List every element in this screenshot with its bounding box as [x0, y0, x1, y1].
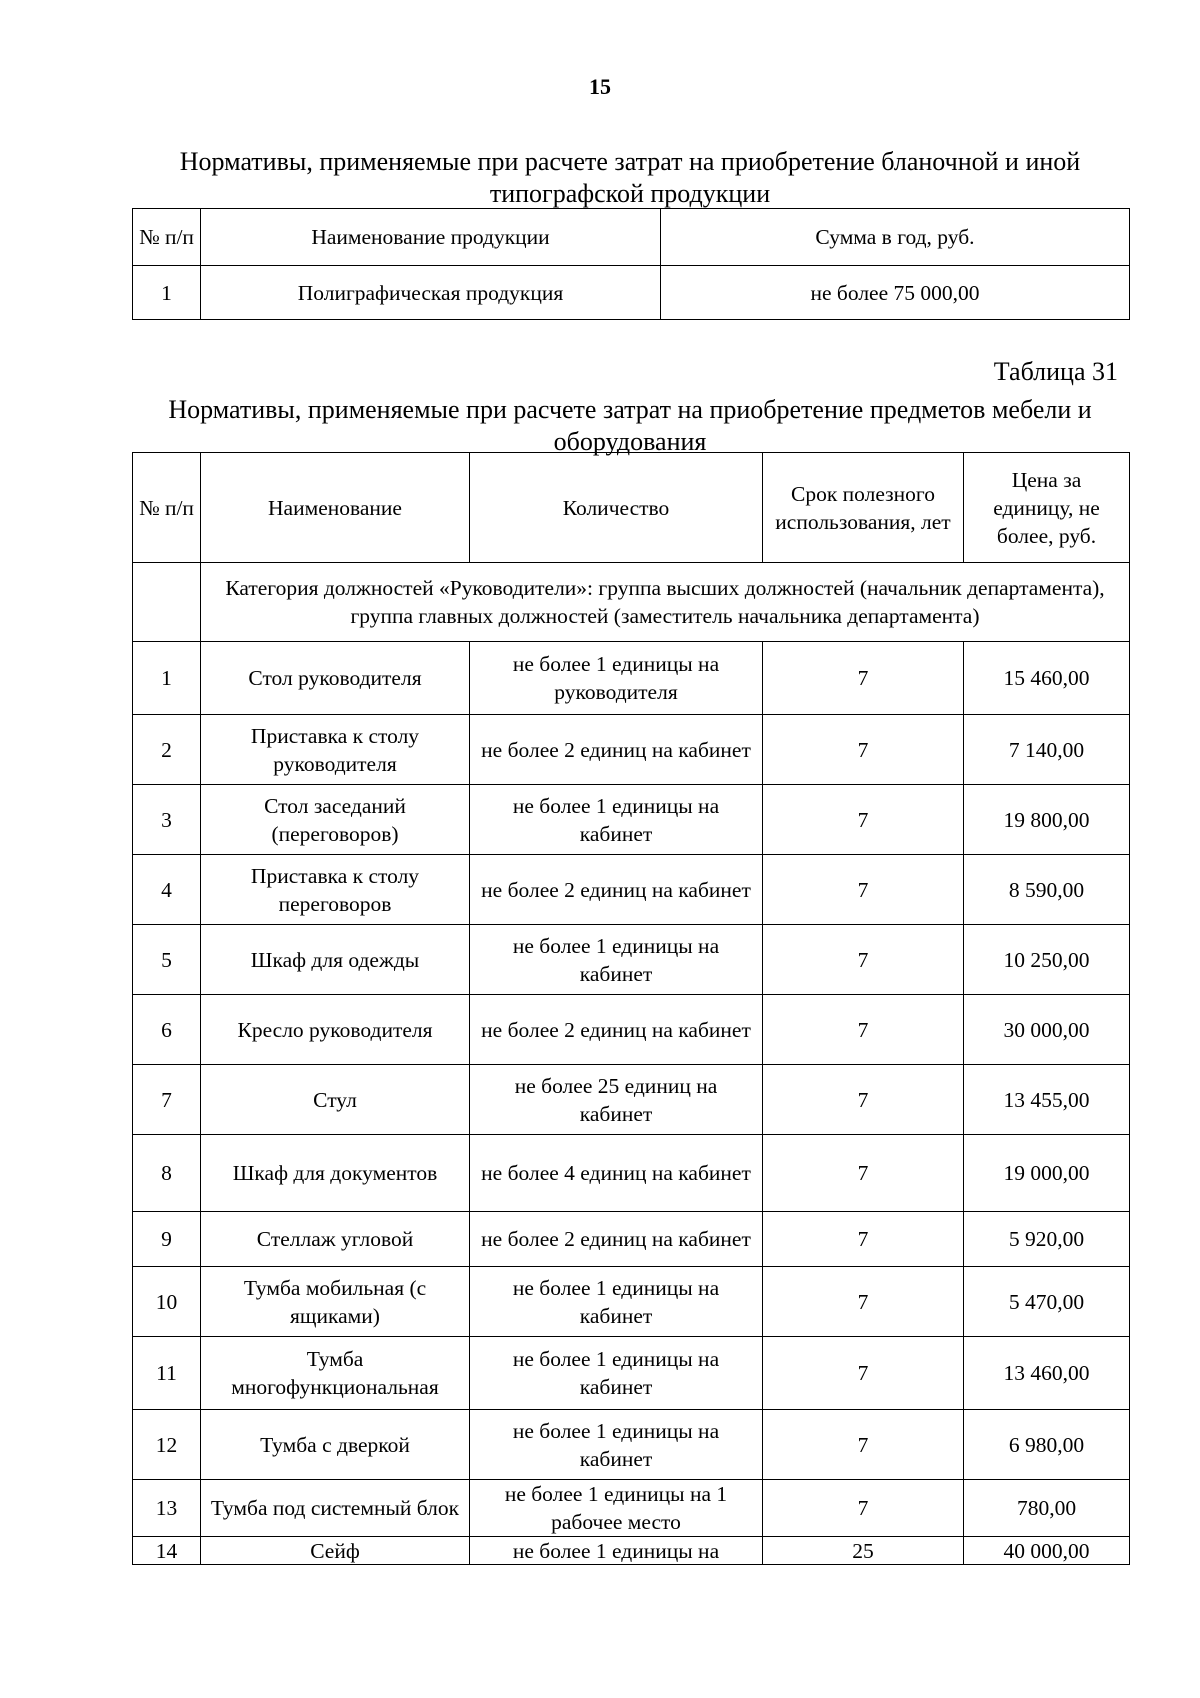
cell-name: Стеллаж угловой	[201, 1212, 470, 1267]
table-row	[133, 1267, 1130, 1337]
cell-unit-price: 15 460,00	[964, 642, 1130, 715]
cell-num: 1	[133, 642, 201, 715]
cell-num: 12	[133, 1410, 201, 1480]
cell-num: 6	[133, 995, 201, 1065]
cell-quantity: не более 1 единицы на	[470, 1537, 763, 1565]
cell-name: Тумба мобильная (с ящиками)	[201, 1267, 470, 1337]
cell-num: 9	[133, 1212, 201, 1267]
table-number-label: Таблица 31	[993, 357, 1118, 386]
cell-name: Кресло руководителя	[201, 995, 470, 1065]
cell-quantity: не более 1 единицы на кабинет	[470, 1410, 763, 1480]
table-row	[133, 1212, 1130, 1267]
cell-quantity: не более 2 единиц на кабинет	[470, 995, 763, 1065]
table-row	[133, 1480, 1130, 1537]
cell-useful-life: 7	[763, 1135, 964, 1212]
cell-name: Приставка к столу переговоров	[201, 855, 470, 925]
cell-useful-life: 7	[763, 1410, 964, 1480]
cell-unit-price: 13 460,00	[964, 1337, 1130, 1410]
table2-title: Нормативы, применяемые при расчете затрат на приобретение предметов мебели и оборудования	[168, 395, 1092, 456]
cell-useful-life: 7	[763, 1212, 964, 1267]
cell-quantity: не более 1 единицы на кабинет	[470, 785, 763, 855]
cell-quantity: не более 4 единиц на кабинет	[470, 1135, 763, 1212]
cell-useful-life: 7	[763, 1267, 964, 1337]
header-num: № п/п	[133, 209, 201, 266]
cell-name: Приставка к столу руководителя	[201, 715, 470, 785]
cell-annual-sum: не более 75 000,00	[661, 266, 1130, 320]
table-row	[133, 785, 1130, 855]
header-unit-price: Цена за единицу, не более, руб.	[964, 453, 1130, 563]
cell-num: 8	[133, 1135, 201, 1212]
cell-product-name: Полиграфическая продукция	[201, 266, 661, 320]
cell-unit-price: 7 140,00	[964, 715, 1130, 785]
cell-num: 1	[133, 266, 201, 320]
cell-name: Шкаф для одежды	[201, 925, 470, 995]
cell-useful-life: 7	[763, 925, 964, 995]
table-row	[133, 715, 1130, 785]
cell-unit-price: 19 000,00	[964, 1135, 1130, 1212]
cell-num: 3	[133, 785, 201, 855]
cell-name: Шкаф для документов	[201, 1135, 470, 1212]
cell-useful-life: 7	[763, 785, 964, 855]
cell-unit-price: 40 000,00	[964, 1537, 1130, 1565]
cell-quantity: не более 2 единиц на кабинет	[470, 1212, 763, 1267]
cell-num: 11	[133, 1337, 201, 1410]
cell-quantity: не более 1 единицы на 1 рабочее место	[470, 1480, 763, 1537]
cell-useful-life: 7	[763, 715, 964, 785]
cell-unit-price: 5 470,00	[964, 1267, 1130, 1337]
cell-name: Стол руководителя	[201, 642, 470, 715]
table-row	[133, 1537, 1130, 1565]
cell-quantity: не более 1 единицы на руководителя	[470, 642, 763, 715]
cell-useful-life: 7	[763, 1065, 964, 1135]
cell-unit-price: 13 455,00	[964, 1065, 1130, 1135]
cell-useful-life: 7	[763, 1337, 964, 1410]
cell-name: Стул	[201, 1065, 470, 1135]
page-number: 15	[589, 74, 611, 99]
cell-unit-price: 780,00	[964, 1480, 1130, 1537]
header-num: № п/п	[133, 453, 201, 563]
cell-name: Стол заседаний (переговоров)	[201, 785, 470, 855]
header-useful-life: Срок полезного использования, лет	[763, 453, 964, 563]
header-annual-sum: Сумма в год, руб.	[661, 209, 1130, 266]
cell-unit-price: 5 920,00	[964, 1212, 1130, 1267]
table1-title: Нормативы, применяемые при расчете затрат на приобретение бланочной и иной типографской продукции	[179, 147, 1081, 208]
cell-quantity: не более 25 единиц на кабинет	[470, 1065, 763, 1135]
table-row	[133, 995, 1130, 1065]
cell-num: 7	[133, 1065, 201, 1135]
cell-unit-price: 30 000,00	[964, 995, 1130, 1065]
table-row	[133, 925, 1130, 995]
table-row	[133, 1337, 1130, 1410]
cell-useful-life: 25	[763, 1537, 964, 1565]
table-row	[133, 855, 1130, 925]
cell-unit-price: 10 250,00	[964, 925, 1130, 995]
furniture-table	[132, 452, 1130, 1565]
furniture-table-body	[133, 642, 1130, 1565]
cell-quantity: не более 1 единицы на кабинет	[470, 1267, 763, 1337]
cell-num: 13	[133, 1480, 201, 1537]
cell-num: 14	[133, 1537, 201, 1565]
printing-products-table	[132, 208, 1130, 320]
cell-num: 5	[133, 925, 201, 995]
cell-name: Тумба с дверкой	[201, 1410, 470, 1480]
table-row	[133, 1135, 1130, 1212]
table-row	[133, 642, 1130, 715]
cell-quantity: не более 1 единицы на кабинет	[470, 1337, 763, 1410]
table-row	[133, 266, 1130, 320]
table-header-row	[133, 209, 1130, 266]
cell-unit-price: 6 980,00	[964, 1410, 1130, 1480]
cell-quantity: не более 2 единиц на кабинет	[470, 715, 763, 785]
table-row	[133, 1065, 1130, 1135]
cell-useful-life: 7	[763, 1480, 964, 1537]
cell-useful-life: 7	[763, 995, 964, 1065]
cell-unit-price: 8 590,00	[964, 855, 1130, 925]
cell-num: 10	[133, 1267, 201, 1337]
table-header-row	[133, 453, 1130, 563]
cell-name: Сейф	[201, 1537, 470, 1565]
header-quantity: Количество	[470, 453, 763, 563]
cell-name: Тумба многофункциональная	[201, 1337, 470, 1410]
cell-useful-life: 7	[763, 642, 964, 715]
cell-quantity: не более 1 единицы на кабинет	[470, 925, 763, 995]
cell-useful-life: 7	[763, 855, 964, 925]
cell-num: 4	[133, 855, 201, 925]
cell-name: Тумба под системный блок	[201, 1480, 470, 1537]
header-product-name: Наименование продукции	[201, 209, 661, 266]
table-row	[133, 1410, 1130, 1480]
category-empty-cell	[133, 563, 201, 642]
header-name: Наименование	[201, 453, 470, 563]
cell-num: 2	[133, 715, 201, 785]
category-row	[133, 563, 1130, 642]
cell-unit-price: 19 800,00	[964, 785, 1130, 855]
category-text: Категория должностей «Руководители»: группа высших должностей (начальник департамента), группа главных должностей (заместитель начальника департамента)	[201, 563, 1130, 642]
cell-quantity: не более 2 единиц на кабинет	[470, 855, 763, 925]
